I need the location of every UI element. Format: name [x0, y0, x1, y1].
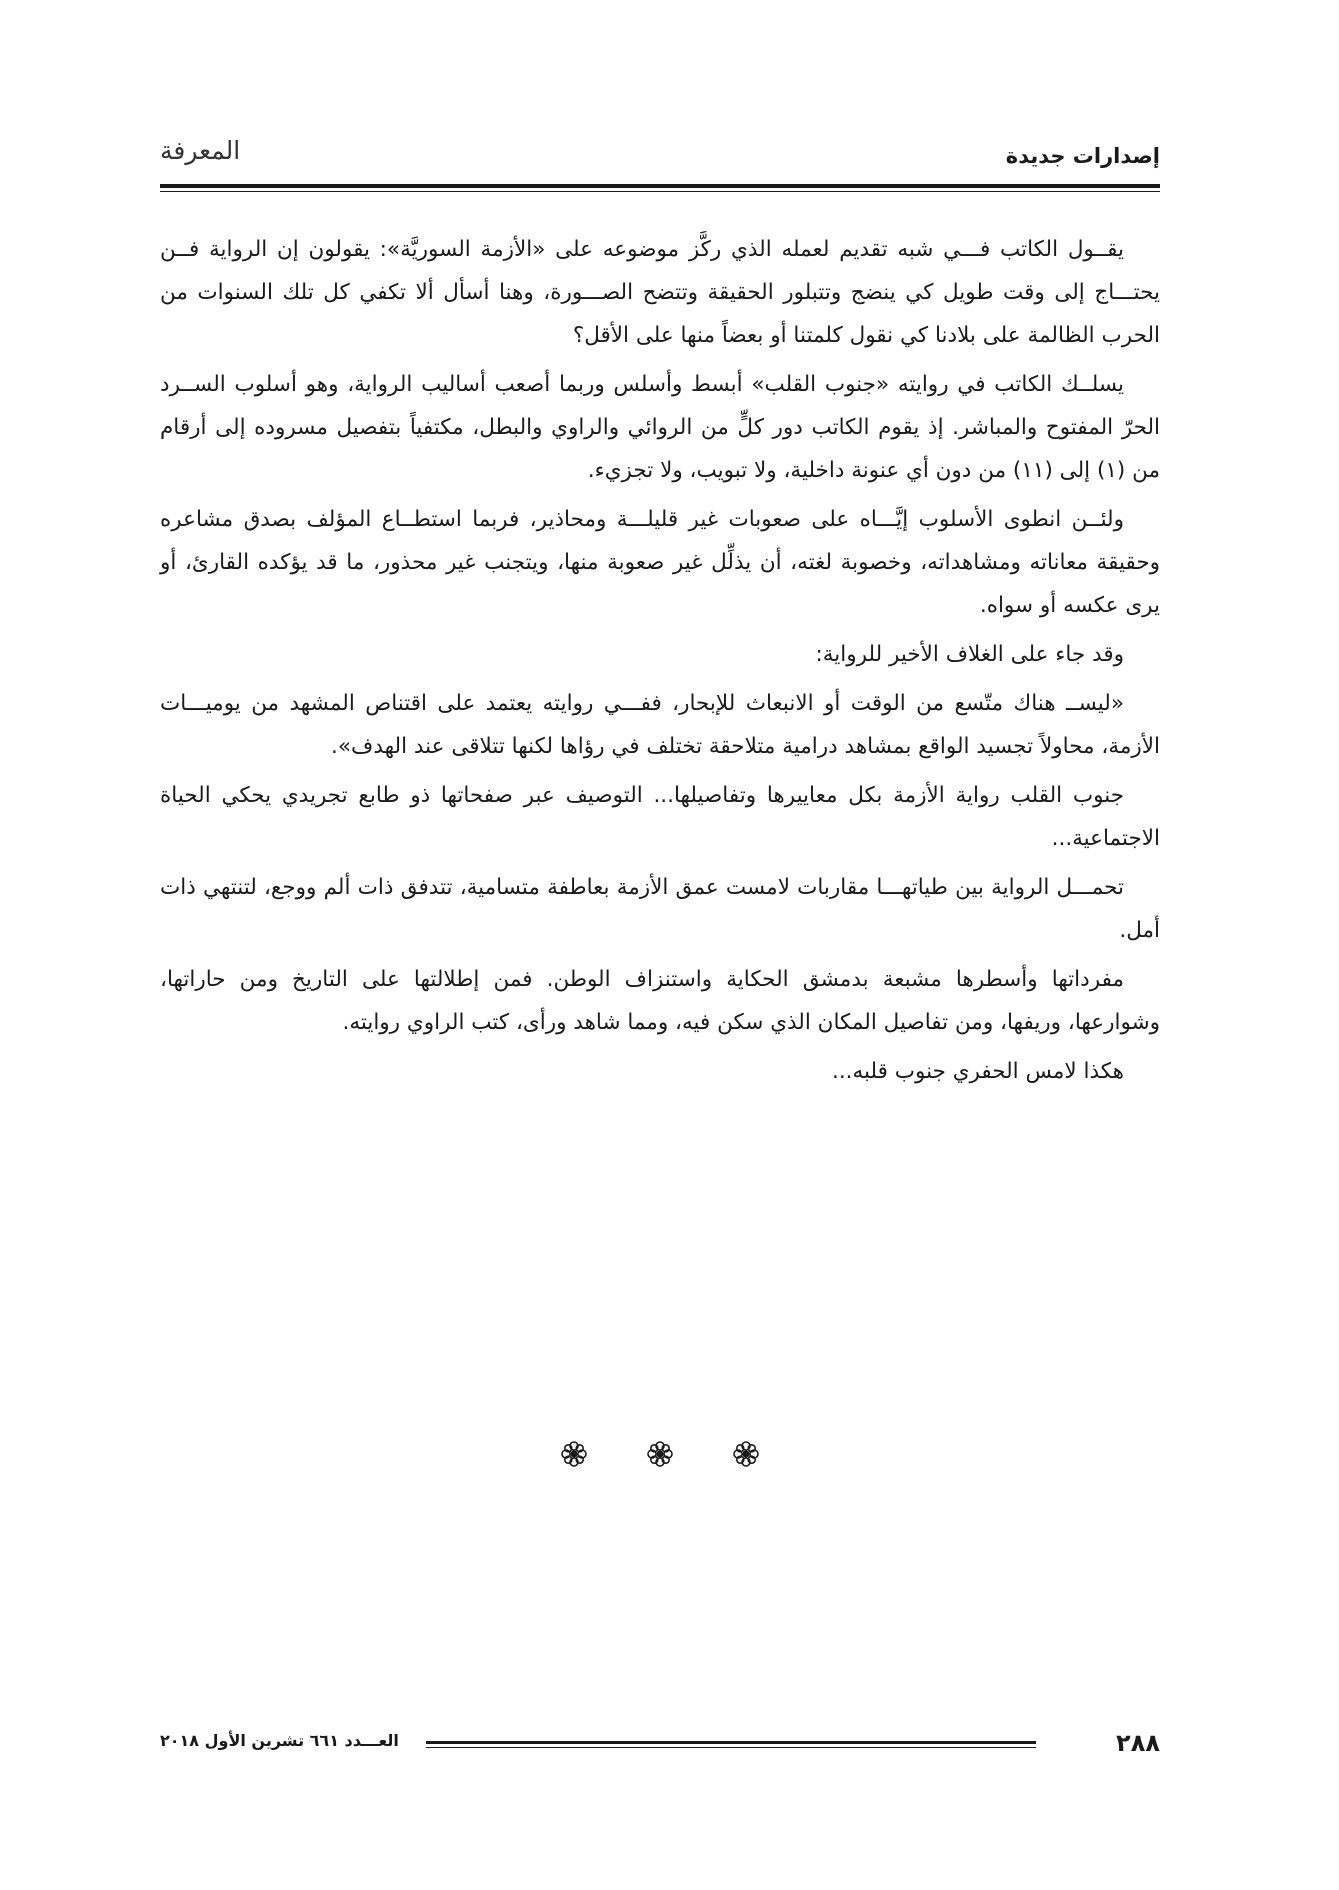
article-body — [160, 228, 1160, 1099]
paragraph-1: يقــول الكاتب فـــي شبه تقديم لعمله الذي ركَّز موضوعه على «الأزمة السوريَّة»: يقولون إن الرواية فــن يحتـــاج إلى وقت طويل كي ينضج وتتبلور الحقيقة وتتضح الصـــورة، وهنا أسأل ألا تكفي كل تلك السنوات من الحرب الظالمة على بلادنا كي نقول كلمتنا أو بعضاً منها على الأقل؟ — [160, 237, 1160, 348]
flower-ornament-icon — [560, 1440, 588, 1468]
magazine-logo: المعرفة — [160, 136, 241, 165]
page-footer — [160, 1727, 1160, 1767]
header-divider-thin — [160, 191, 1160, 192]
flower-ornament-icon — [646, 1440, 674, 1468]
header-divider — [160, 184, 1160, 188]
paragraph-6: جنوب القلب رواية الأزمة بكل معاييرها وتفاصيلها... التوصيف عبر صفحاتها ذو طابع تجريدي يحكي الحياة الاجتماعية... — [160, 783, 1160, 851]
flower-ornament-icon — [732, 1440, 760, 1468]
page-number: ٢٨٨ — [1116, 1729, 1160, 1757]
paragraph-2: يسلــك الكاتب في روايته «جنوب القلب» أبسط وأسلس وربما أصعب أساليب الرواية، وهو أسلوب الســرد الحرّ المفتوح والمباشر. إذ يقوم الكاتب دور كلٍّ من الروائي والراوي والبطل، مكتفياً بتفصيل مسروده إلى أرقام من (١) إلى (١١) من دون أي عنونة داخلية، ولا تبويب، ولا تجزيء. — [160, 372, 1160, 483]
paragraph-5: «ليســ هناك متّسع من الوقت أو الانبعاث للإبحار، ففـــي روايته يعتمد على اقتناص المشهد من يوميـــات الأزمة، محاولاً تجسيد الواقع بمشاهد درامية متلاحقة تختلف في رؤاها لكنها تتلاقى عند الهدف». — [160, 691, 1160, 759]
paragraph-4: وقد جاء على الغلاف الأخير للرواية: — [815, 642, 1124, 667]
footer-divider-thin — [426, 1747, 1036, 1748]
page-header — [160, 126, 1160, 186]
footer-divider — [426, 1741, 1036, 1744]
issue-info: العـــدد ٦٦١ تشرين الأول ٢٠١٨ — [160, 1731, 399, 1750]
paragraph-3: ولئــن انطوى الأسلوب إيَّـــاه على صعوبات غير قليلـــة ومحاذير، فربما استطــاع المؤلف بصدق مشاعره وحقيقة معاناته ومشاهداته، وخصوبة لغته، أن يذلِّل غير صعوبة منها، ويتجنب غير محذور، ما قد يؤكده القارئ، أو يرى عكسه أو سواه. — [160, 507, 1160, 618]
paragraph-8: مفرداتها وأسطرها مشبعة بدمشق الحكاية واستنزاف الوطن. فمن إطلالتها على التاريخ ومن حاراتها، وشوارعها، وريفها، ومن تفاصيل المكان الذي سكن فيه، ومما شاهد ورأى، كتب الراوي روايته. — [160, 967, 1160, 1035]
section-ornaments — [560, 1440, 760, 1468]
paragraph-9: هكذا لامس الحفري جنوب قلبه... — [831, 1059, 1124, 1084]
paragraph-7: تحمـــل الرواية بين طياتهـــا مقاربات لامست عمق الأزمة بعاطفة متسامية، تتدفق ذات ألم ووجع، لتنتهي ذات أمل. — [160, 875, 1160, 943]
section-title: إصدارات جديدة — [1005, 144, 1160, 168]
